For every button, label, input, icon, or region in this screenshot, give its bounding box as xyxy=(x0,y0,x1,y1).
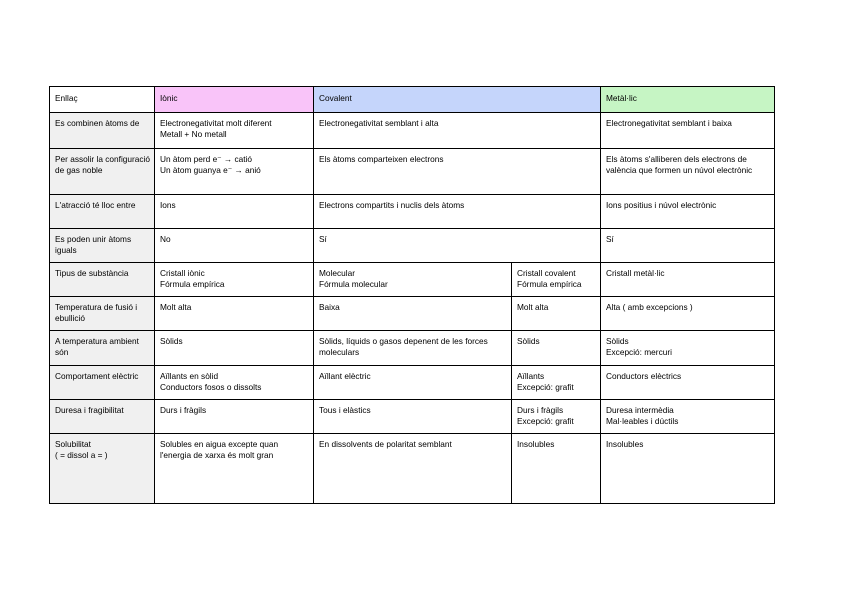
row-label: L'atracció té lloc entre xyxy=(50,195,155,229)
cell-ionic: Molt alta xyxy=(155,297,314,331)
row-label: Temperatura de fusió i ebullició xyxy=(50,297,155,331)
header-label: Enllaç xyxy=(50,87,155,113)
cell-metallic: Ions positius i núvol electrònic xyxy=(601,195,775,229)
cell-covalent-molecular: Aïllant elèctric xyxy=(314,366,512,400)
cell-ionic: Durs i fràgils xyxy=(155,400,314,434)
cell-covalent: Els àtoms comparteixen electrons xyxy=(314,149,601,195)
cell-covalent-molecular: Sòlids, líquids o gasos depenent de les forces moleculars xyxy=(314,331,512,366)
cell-metallic: Sòlids Excepció: mercuri xyxy=(601,331,775,366)
cell-covalent-crystal: Sòlids xyxy=(512,331,601,366)
row-label: Es poden unir àtoms iguals xyxy=(50,229,155,263)
cell-metallic: Alta ( amb excepcions ) xyxy=(601,297,775,331)
cell-metallic: Insolubles xyxy=(601,434,775,504)
cell-ionic: Un àtom perd e⁻ → catió Un àtom guanya e⁻ → anió xyxy=(155,149,314,195)
table-row xyxy=(50,149,775,195)
cell-covalent: Sí xyxy=(314,229,601,263)
cell-metallic: Sí xyxy=(601,229,775,263)
table-row xyxy=(50,113,775,149)
bond-comparison-table xyxy=(49,86,775,504)
cell-covalent-crystal: Insolubles xyxy=(512,434,601,504)
row-label: Per assolir la configuració de gas noble xyxy=(50,149,155,195)
header-covalent: Covalent xyxy=(314,87,601,113)
cell-ionic: Aïllants en sòlid Conductors fosos o dissolts xyxy=(155,366,314,400)
table-row xyxy=(50,297,775,331)
table-row xyxy=(50,331,775,366)
cell-ionic: Sòlids xyxy=(155,331,314,366)
row-label: A temperatura ambient són xyxy=(50,331,155,366)
table-row xyxy=(50,434,775,504)
header-metallic: Metàl·lic xyxy=(601,87,775,113)
cell-metallic: Duresa intermèdia Mal·leables i dúctils xyxy=(601,400,775,434)
row-label: Comportament elèctric xyxy=(50,366,155,400)
cell-covalent-crystal: Aïllants Excepció: grafit xyxy=(512,366,601,400)
cell-metallic: Electronegativitat semblant i baixa xyxy=(601,113,775,149)
cell-covalent: Electrons compartits i nuclis dels àtoms xyxy=(314,195,601,229)
row-label: Es combinen àtoms de xyxy=(50,113,155,149)
header-ionic: Iònic xyxy=(155,87,314,113)
cell-ionic: Ions xyxy=(155,195,314,229)
cell-covalent: Electronegativitat semblant i alta xyxy=(314,113,601,149)
row-label: Duresa i fragibilitat xyxy=(50,400,155,434)
cell-metallic: Conductors elèctrics xyxy=(601,366,775,400)
cell-covalent-crystal: Molt alta xyxy=(512,297,601,331)
cell-metallic: Els àtoms s'alliberen dels electrons de valència que formen un núvol electrònic xyxy=(601,149,775,195)
cell-covalent-crystal: Durs i fràgils Excepció: grafit xyxy=(512,400,601,434)
cell-covalent-molecular: En dissolvents de polaritat semblant xyxy=(314,434,512,504)
table-row xyxy=(50,400,775,434)
cell-covalent-crystal: Cristall covalent Fórmula empírica xyxy=(512,263,601,297)
table-row xyxy=(50,195,775,229)
cell-covalent-molecular: Molecular Fórmula molecular xyxy=(314,263,512,297)
table-row xyxy=(50,263,775,297)
row-label: Solubilitat ( = dissol a = ) xyxy=(50,434,155,504)
cell-ionic: Solubles en aigua excepte quan l'energia de xarxa és molt gran xyxy=(155,434,314,504)
row-label: Tipus de substància xyxy=(50,263,155,297)
cell-covalent-molecular: Baixa xyxy=(314,297,512,331)
cell-ionic: Electronegativitat molt diferent Metall + No metall xyxy=(155,113,314,149)
header-row xyxy=(50,87,775,113)
table-row xyxy=(50,229,775,263)
cell-ionic: Cristall iònic Fórmula empírica xyxy=(155,263,314,297)
cell-covalent-molecular: Tous i elàstics xyxy=(314,400,512,434)
table-row xyxy=(50,366,775,400)
cell-ionic: No xyxy=(155,229,314,263)
cell-metallic: Cristall metàl·lic xyxy=(601,263,775,297)
